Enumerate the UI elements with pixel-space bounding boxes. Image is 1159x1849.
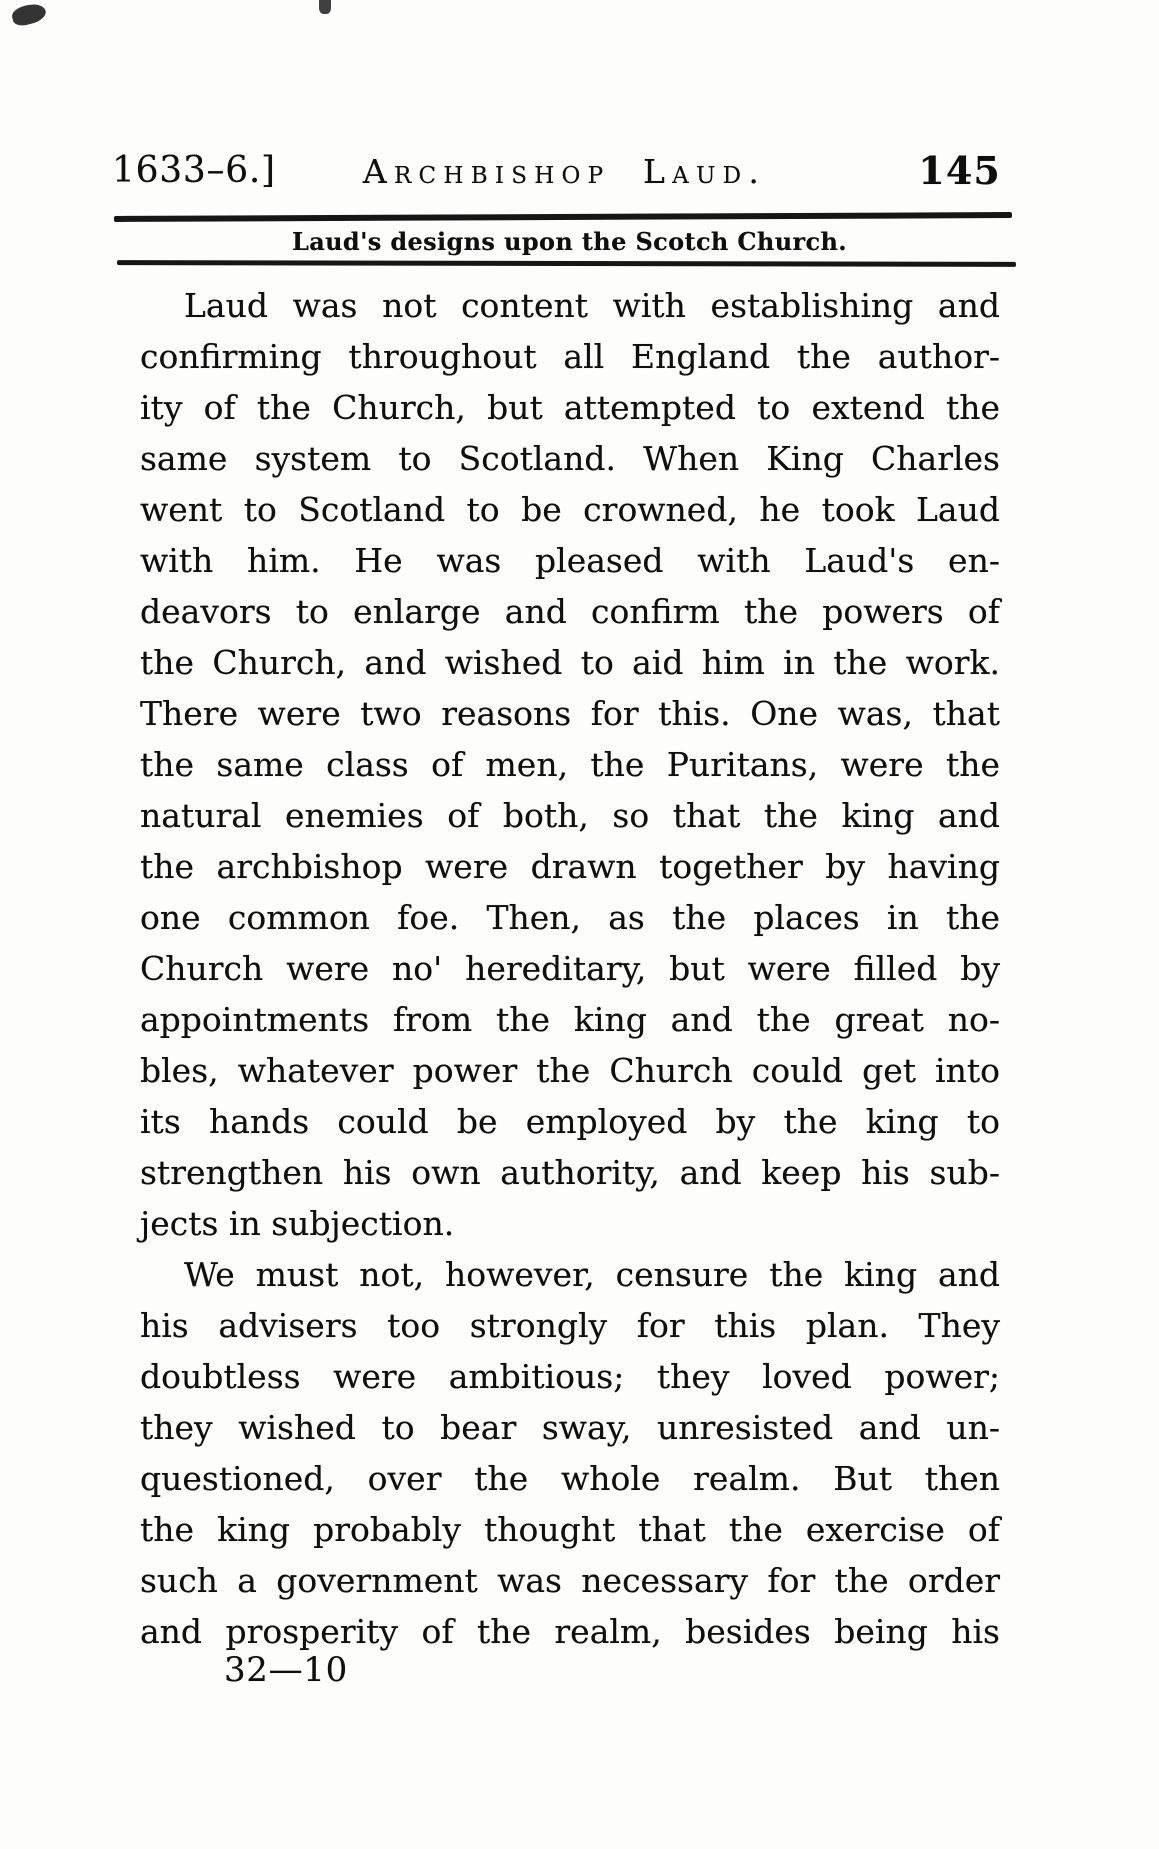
text-line: We must not, however, censure the king and	[184, 1255, 1000, 1294]
text-line: doubtless were ambitious; they loved power;	[140, 1357, 1000, 1396]
text-line: same system to Scotland. When King Charles	[140, 439, 1000, 478]
text-line: bles, whatever power the Church could get into	[140, 1051, 1000, 1090]
text-line: went to Scotland to be crowned, he took Laud	[140, 490, 1000, 529]
text-line: the Church, and wished to aid him in the work.	[140, 643, 1000, 682]
text-line: natural enemies of both, so that the king and	[140, 796, 1000, 835]
text-line: strengthen his own authority, and keep his sub-	[140, 1153, 1000, 1192]
scan-artifact	[10, 1, 48, 28]
page-number: 145	[918, 148, 1001, 193]
text-line: its hands could be employed by the king to	[140, 1102, 1000, 1141]
paragraph	[140, 1249, 1000, 1657]
text-line: Laud was not content with establishing and	[184, 286, 1000, 325]
paragraph	[140, 280, 1000, 1249]
text-line: the king probably thought that the exercise of	[140, 1510, 1000, 1549]
text-line: the archbishop were drawn together by having	[140, 847, 1000, 886]
text-line: one common foe. Then, as the places in the	[140, 898, 1000, 937]
header-rule-bottom	[117, 260, 1016, 267]
running-head: Laud's designs upon the Scotch Church.	[291, 227, 848, 256]
text-line: the same class of men, the Puritans, were the	[140, 745, 1000, 784]
header-title: Archbishop Laud.	[362, 152, 767, 191]
text-line: they wished to bear sway, unresisted and un-	[140, 1408, 1000, 1447]
text-line: Church were no' hereditary, but were filled by	[140, 949, 1000, 988]
text-line: deavors to enlarge and confirm the powers of	[140, 592, 1000, 631]
header-rule-top	[114, 212, 1012, 222]
text-line: appointments from the king and the great no-	[140, 1000, 1000, 1039]
scan-artifact	[319, 0, 331, 14]
text-line: There were two reasons for this. One was, that	[140, 694, 1000, 733]
text-line: and prosperity of the realm, besides being his	[140, 1612, 1000, 1651]
text-line: jects in subjection.	[140, 1204, 455, 1243]
text-line: questioned, over the whole realm. But then	[140, 1459, 1000, 1498]
text-line: such a government was necessary for the order	[140, 1561, 1000, 1600]
text-line: confirming throughout all England the author-	[140, 337, 1000, 376]
page-body	[140, 280, 1000, 1657]
header-folio-date: 1633–6.]	[112, 150, 276, 191]
text-line: ity of the Church, but attempted to extend the	[140, 388, 1000, 427]
signature-mark: 32—10	[224, 1650, 348, 1690]
text-line: his advisers too strongly for this plan. They	[140, 1306, 1000, 1345]
text-line: with him. He was pleased with Laud's en-	[140, 541, 1000, 580]
